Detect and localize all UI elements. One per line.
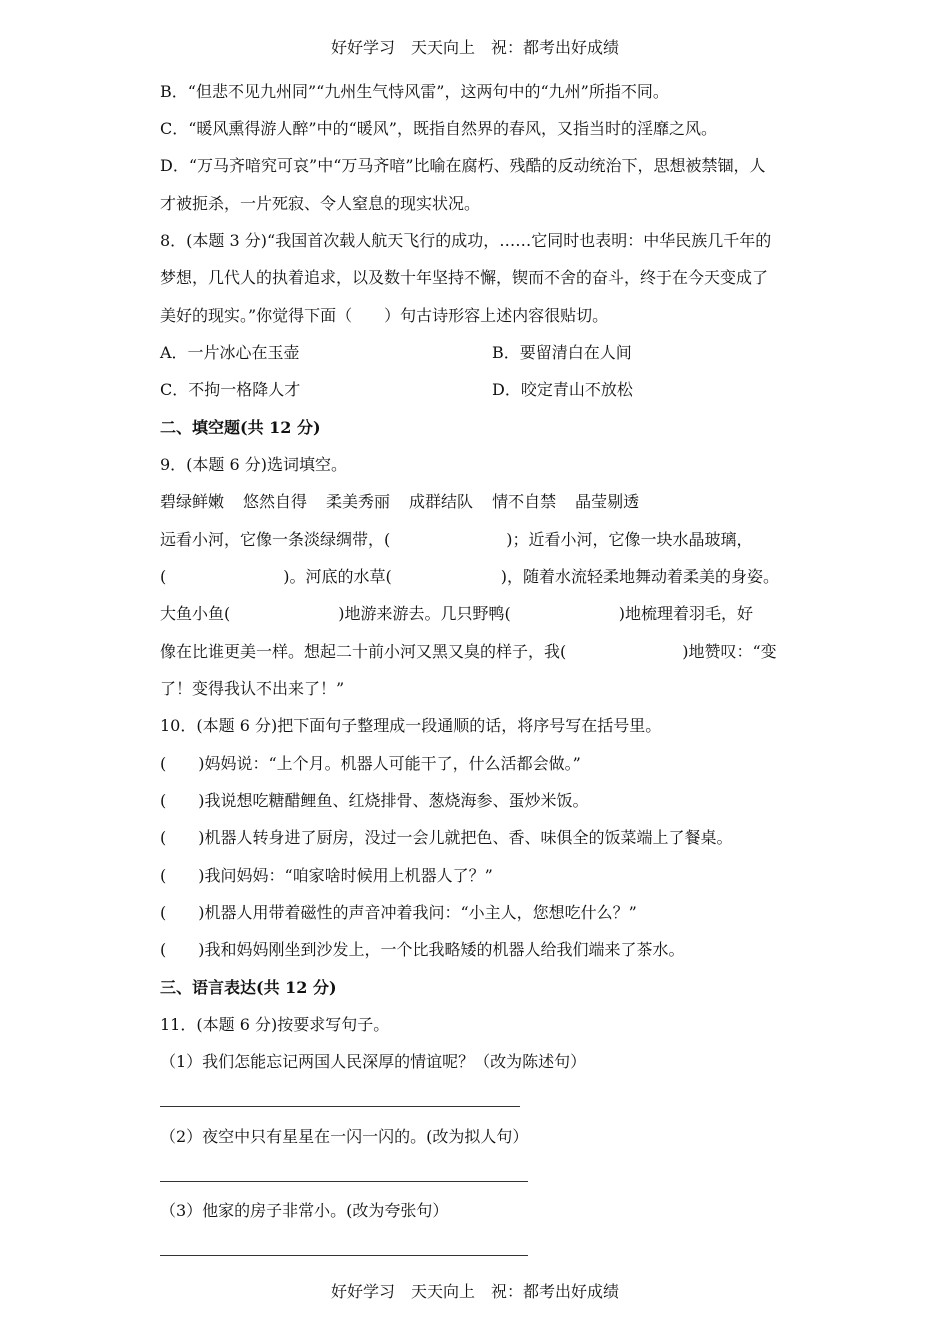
q7-option-b: B．“但悲不见九州同”“九州生气恃风雷”，这两句中的“九州”所指不同。: [160, 82, 669, 101]
q9-text: (: [160, 567, 167, 586]
word-option: 悠然自得: [243, 492, 308, 511]
word-option: 柔美秀丽: [326, 492, 391, 511]
q8-stem-line3: 美好的现实。”你觉得下面（ ）句古诗形容上述内容很贴切。: [160, 306, 609, 325]
q8-option-c: C．不拘一格降人才: [160, 380, 301, 399]
q9-text: )地游来游去。几只野鸭(: [338, 604, 511, 623]
answer-line[interactable]: [160, 1106, 520, 1107]
q9-paragraph-line2: [160, 567, 779, 587]
q9-text: )，随着水流轻柔地舞动着柔美的身姿。: [500, 567, 779, 586]
q10-item: ( )我问妈妈：“咱家啥时候用上机器人了？”: [160, 866, 493, 885]
q9-text: )地梳理着羽毛，好: [618, 604, 753, 623]
word-option: 碧绿鲜嫩: [160, 492, 225, 511]
q9-text: )。河底的水草(: [283, 567, 392, 586]
q7-option-c: C．“暖风熏得游人醉”中的“暖风”，既指自然界的春风，又指当时的淫靡之风。: [160, 119, 717, 138]
q10-item: ( )机器人用带着磁性的声音冲着我问：“小主人，您想吃什么？”: [160, 903, 637, 922]
section-2-heading: 二、填空题(共 12 分): [160, 418, 321, 437]
q11-stem: 11．(本题 6 分)按要求写句子。: [160, 1015, 390, 1034]
q11-sub3: （3）他家的房子非常小。(改为夸张句）: [160, 1201, 449, 1220]
q8-option-a: A．一片冰心在玉壶: [160, 343, 300, 362]
page-footer: 好好学习 天天向上 祝：都考出好成绩: [330, 1282, 619, 1301]
q8-stem-line1: 8．(本题 3 分)“我国首次载人航天飞行的成功，……它同时也表明：中华民族几千年的: [160, 231, 772, 250]
answer-line[interactable]: [160, 1255, 528, 1256]
word-option: 情不自禁: [492, 492, 557, 511]
answer-line[interactable]: [160, 1181, 528, 1182]
q9-stem: 9．(本题 6 分)选词填空。: [160, 455, 348, 474]
word-option: 晶莹剔透: [575, 492, 640, 511]
q9-paragraph-line3: [160, 604, 753, 624]
q9-text: 远看小河，它像一条淡绿绸带，(: [160, 530, 391, 549]
q10-item: ( )机器人转身进了厨房，没过一会儿就把色、香、味俱全的饭菜端上了餐桌。: [160, 828, 733, 847]
q8-option-b: B．要留清白在人间: [492, 343, 632, 362]
q9-paragraph-line1: [160, 530, 753, 550]
q10-stem: 10．(本题 6 分)把下面句子整理成一段通顺的话，将序号写在括号里。: [160, 716, 662, 735]
q9-text: )地赞叹：“变: [682, 642, 777, 661]
q9-text: )；近看小河，它像一块水晶玻璃，: [506, 530, 753, 549]
q9-text: 像在比谁更美一样。想起二十前小河又黑又臭的样子，我(: [160, 642, 567, 661]
q9-paragraph-line5: 了！变得我认不出来了！”: [160, 679, 345, 698]
q9-paragraph-line4: [160, 642, 777, 662]
q11-sub1: （1）我们怎能忘记两国人民深厚的情谊呢？（改为陈述句）: [160, 1052, 587, 1071]
q8-option-d: D．咬定青山不放松: [492, 380, 633, 399]
q10-item: ( )我说想吃糖醋鲤鱼、红烧排骨、葱烧海参、蛋炒米饭。: [160, 791, 589, 810]
q10-item: ( )妈妈说：“上个月。机器人可能干了，什么活都会做。”: [160, 754, 581, 773]
q9-text: 大鱼小鱼(: [160, 604, 231, 623]
q7-option-d-cont: 才被扼杀，一片死寂、令人窒息的现实状况。: [160, 194, 481, 213]
q9-word-bank: [160, 492, 658, 512]
q10-item: ( )我和妈妈刚坐到沙发上，一个比我略矮的机器人给我们端来了茶水。: [160, 940, 685, 959]
q7-option-d: D．“万马齐喑究可哀”中“万马齐喑”比喻在腐朽、残酷的反动统治下，思想被禁锢，人: [160, 156, 766, 175]
section-3-heading: 三、语言表达(共 12 分): [160, 978, 337, 997]
q8-stem-line2: 梦想，几代人的执着追求，以及数十年坚持不懈，锲而不舍的奋斗，终于在今天变成了: [160, 268, 769, 287]
page-header: 好好学习 天天向上 祝：都考出好成绩: [330, 38, 619, 57]
word-option: 成群结队: [409, 492, 474, 511]
q11-sub2: （2）夜空中只有星星在一闪一闪的。(改为拟人句）: [160, 1127, 529, 1146]
